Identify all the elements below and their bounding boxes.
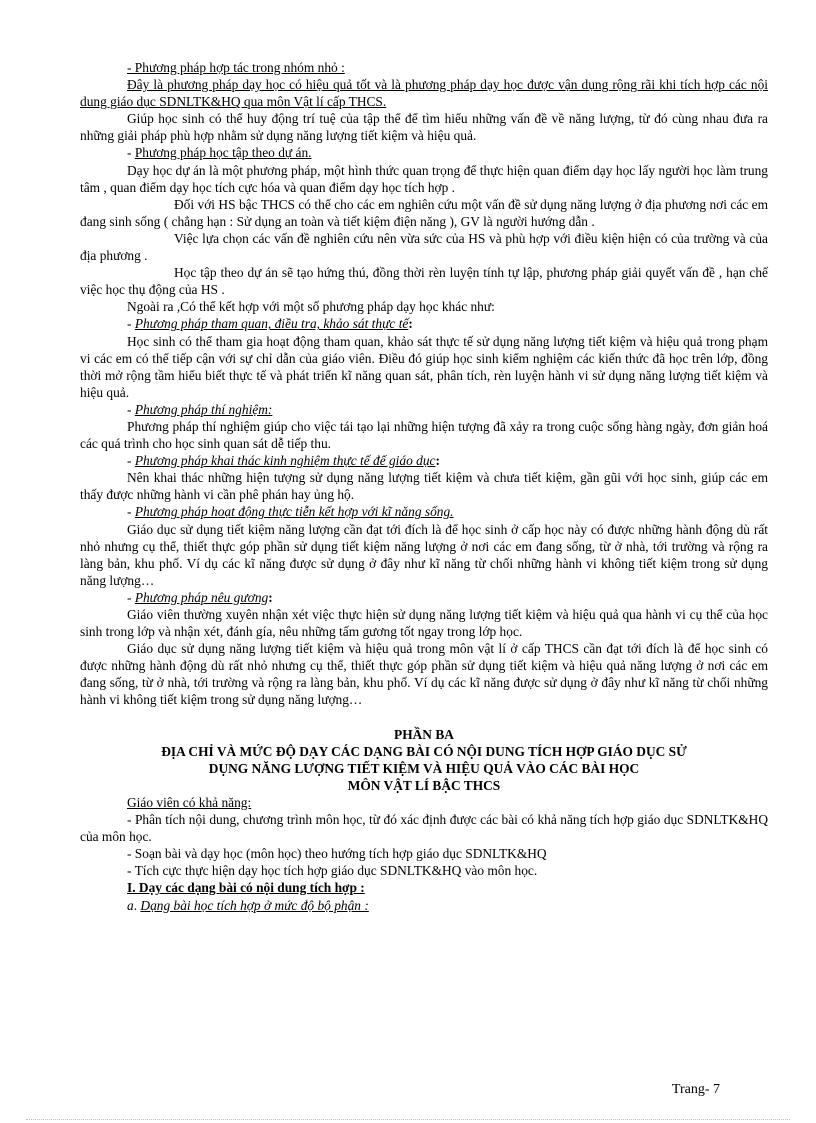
text-run: Đây là phương pháp dạy học có hiệu quả tốt và là phương pháp dạy học được vận dụng rộng rãi khi tích hợp các nội dung giáo dục SDNLTK&HQ qua môn Vật lí cấp THCS. [80,77,768,110]
text-run: Giáo dục sử dụng năng lượng tiết kiệm và hiệu quả trong môn vật lí ở cấp THCS cần đạt tới đích là để học sinh có được những hành động dù rất nhỏ nhưng cụ thể, thiết thực góp phần sử dụng tiết kiệm và hiệu quả năng lượng ở nơi các em đang sống, từ ở nhà, tới trường và rộng ra làng bản, khu phố. Ví dụ các kĩ năng được sử dụng ở đây như kĩ năng từ chối những hành vi không tiết kiệm trong sử dụng năng lượng… [80,641,768,708]
text-run: a [127,897,134,913]
text-run: - [127,589,135,605]
part-title-line-2: DỤNG NĂNG LƯỢNG TIẾT KIỆM VÀ HIỆU QUẢ VÀO CÁC BÀI HỌC [208,760,640,776]
text-run: - [127,504,135,520]
text-run: I. Dạy các dạng bài có nội dung tích hợp : [127,880,365,896]
text-run: Phương pháp thí nghiệm giúp cho việc tái tạo lại những hiện tượng đã xảy ra trong cuộc sống hàng ngày, đơn giản hoá các quá trình cho học sinh quan sát dễ tiếp thu. [80,418,768,452]
text-run: Giúp học sinh có thể huy động trí tuệ của tập thể để tìm hiểu những vấn đề về năng lượng, từ đó cùng nhau đưa ra những giải pháp phù hợp nhằm sử dụng năng lượng tiết kiệm và hiệu quả. [80,111,768,144]
text-run: : [408,316,413,332]
paragraph [80,76,768,110]
text-run: Nên khai thác những hiện tượng sử dụng năng lượng tiết kiệm và chưa tiết kiệm, gần gũi với học sinh, giúp các em thấy được những hành vi cần phê phán hay ủng hộ. [80,470,768,503]
text-run: Học sinh có thể tham gia hoạt động tham quan, khảo sát thực tế sử dụng năng lượng tiết kiệm và hiệu quả trong phạm vi các em có thể tiếp cận với sự chỉ dẫn của giáo viên. Điều đó giúp học sinh kiểm nghiệm các kiến thức đã học trên lớp, đồng thời mở rộng tầm hiểu biết thực tế và phát triển kĩ năng quan sát, phân tích, rèn luyện hành vi sử dụng năng lượng tiết kiệm và hiệu quả. [80,333,768,400]
paragraph [80,230,768,264]
text-run: Phương pháp thí nghiệm: [134,401,273,417]
paragraph [80,503,768,520]
paragraph [80,315,768,332]
text-run: : [435,453,440,469]
text-run: Đối với HS bậc THCS có thể cho các em nghiên cứu một vấn đề sử dụng năng lượng ở địa phương nơi các em đang sinh sống ( chẳng hạn : Sử dụng an toàn và tiết kiệm điện năng ), GV là người hướng dẫn . [80,196,768,229]
paragraph [80,452,768,469]
paragraph [80,196,768,230]
paragraph [80,298,768,315]
paragraph [80,162,768,196]
text-run: Ngoài ra ,Có thể kết hợp với một số phương pháp dạy học khác như: [127,299,495,315]
text-run: Dạy học dự án là một phương pháp, một hình thức quan trọng để thực hiện quan điểm dạy học lấy người học làm trung tâm , quan điểm dạy học tích cực hóa và quan điểm dạy học tích hợp . [80,162,768,195]
page-number: Trang- 7 [671,1082,720,1097]
paragraph [80,418,768,452]
paragraph [80,521,768,589]
text-run: - [127,401,135,417]
text-run: Giáo dục sử dụng tiết kiệm năng lượng cần đạt tới đích là để học sinh ở cấp học này có được những hành động dù rất nhỏ nhưng cụ thể, thiết thực góp phần sử dụng tiết kiệm năng lượng ở nơi các em đang sống, từ ở nhà, tới trường và rộng ra làng bản, khu phố. Ví dụ các kĩ năng được sử dụng ở đây như kĩ năng từ chối những hành vi không tiết kiệm trong sử dụng năng lượng… [80,521,768,588]
text-run: Giáo viên thường xuyên nhận xét việc thực hiện sử dụng năng lượng tiết kiệm và hiệu quả qua hành vi cụ thể của học sinh trong lớp và nhận xét, đánh gía, nêu những tấm gương tốt ngay trong lớp học. [80,607,768,640]
text-run: - Soạn bài và dạy học (môn học) theo hướng tích hợp giáo dục SDNLTK&HQ [127,846,547,862]
text-run: - Tích cực thực hiện dạy học tích hợp giáo dục SDNLTK&HQ vào môn học. [127,863,538,879]
page-bottom-divider [26,1119,790,1120]
paragraph [80,862,768,879]
text-run: Học tập theo dự án sẽ tạo hứng thú, đồng thời rèn luyện tính tự lập, phương pháp giải quyết vấn đề , hạn chế việc học thụ động của HS . [80,265,768,298]
paragraph [80,144,768,161]
paragraph [80,110,768,144]
text-run: Giáo viên có khả năng: [127,794,252,810]
part-label: PHẦN BA [394,726,454,742]
text-run: Phương pháp học tập theo dự án. [134,145,312,161]
text-run: - [127,145,135,161]
text-run: Dạng bài học tích hợp ở mức độ bộ phận : [140,897,369,913]
text-run: Phương pháp tham quan, điều tra, khảo sát thực tế [134,316,409,332]
paragraph [80,794,768,811]
text-run: - [127,316,135,332]
part-title-line-1: ĐỊA CHỈ VÀ MỨC ĐỘ DẠY CÁC DẠNG BÀI CÓ NỘI DUNG TÍCH HỢP GIÁO DỤC SỬ [161,743,687,759]
text-run: Việc lựa chọn các vấn đề nghiên cứu nên vừa sức của HS và phù hợp với điều kiện hiện có của trường và của địa phương . [80,230,768,264]
integration-section [80,794,768,914]
paragraph [80,469,768,503]
text-run: Phương pháp hoạt động thực tiễn kết hợp với kĩ năng sống. [134,504,454,520]
paragraph [80,589,768,606]
paragraph [80,606,768,640]
text-run: Phương pháp khai thác kinh nghiệm thực tế để giáo dục [134,453,436,469]
paragraph [80,333,768,401]
document-body [80,59,768,914]
methods-section [80,59,768,709]
paragraph [80,845,768,862]
paragraph [80,897,768,914]
text-run: : [268,589,273,605]
text-run: . [133,897,141,913]
paragraph [80,401,768,418]
paragraph [80,879,768,896]
text-run: - [127,453,135,469]
text-run: - Phân tích nội dung, chương trình môn học, từ đó xác định được các bài có khả năng tích hợp giáo dục SDNLTK&HQ của môn học. [80,812,768,845]
paragraph [80,640,768,708]
paragraph [80,264,768,298]
part-title-line-3: MÔN VẬT LÍ BẬC THCS [347,777,501,793]
part-heading [80,726,768,794]
paragraph [80,811,768,845]
paragraph [80,59,768,76]
text-run: Phương pháp nêu gương [134,589,269,605]
text-run: - Phương pháp hợp tác trong nhóm nhỏ : [127,60,345,75]
